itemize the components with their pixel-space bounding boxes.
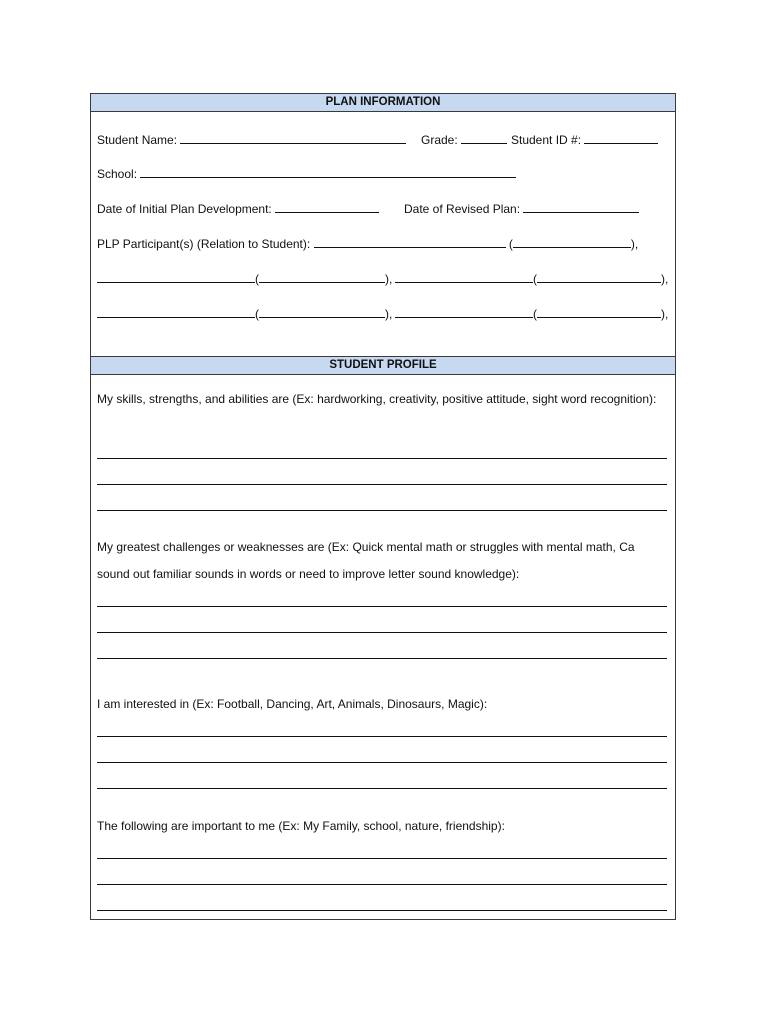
participant-name-field[interactable]: [97, 305, 255, 318]
plp-form: [90, 93, 676, 920]
revised-plan-date-field[interactable]: [523, 200, 639, 213]
participants-row-3: [97, 305, 669, 321]
paren-close: ),: [661, 307, 669, 321]
challenges-answer-line[interactable]: [97, 606, 667, 607]
plan-information-header: PLAN INFORMATION: [91, 94, 675, 112]
participant-relation-field[interactable]: [537, 305, 661, 318]
initial-plan-label: Date of Initial Plan Development:: [97, 202, 272, 216]
revised-plan-label: Date of Revised Plan:: [404, 202, 521, 216]
paren-close: ),: [630, 237, 639, 251]
skills-answer-line[interactable]: [97, 458, 667, 459]
interests-answer-line[interactable]: [97, 736, 667, 737]
paren-open: (: [255, 307, 259, 321]
participant-name-field[interactable]: [395, 270, 533, 283]
participants-row: [97, 235, 669, 251]
participant-relation-field[interactable]: [513, 235, 631, 248]
participant-relation-field[interactable]: [259, 270, 385, 283]
challenges-answer-line[interactable]: [97, 658, 667, 659]
school-field[interactable]: [140, 165, 516, 178]
grade-field[interactable]: [461, 131, 507, 144]
interests-prompt: I am interested in (Ex: Football, Dancing, Art, Animals, Dinosaurs, Magic):: [97, 697, 488, 711]
participant-name-field[interactable]: [97, 270, 255, 283]
student-id-label: Student ID #:: [511, 133, 582, 147]
initial-plan-date-field[interactable]: [275, 200, 379, 213]
grade-label: Grade:: [421, 133, 458, 147]
interests-answer-line[interactable]: [97, 788, 667, 789]
student-name-field[interactable]: [180, 131, 406, 144]
challenges-answer-line[interactable]: [97, 632, 667, 633]
school-label: School:: [97, 167, 138, 181]
important-answer-line[interactable]: [97, 884, 667, 885]
student-id-field[interactable]: [584, 131, 658, 144]
school-row: [97, 165, 669, 181]
skills-answer-line[interactable]: [97, 484, 667, 485]
paren-open: (: [508, 237, 513, 251]
participant-relation-field[interactable]: [537, 270, 661, 283]
skills-answer-line[interactable]: [97, 510, 667, 511]
participants-row-2: [97, 270, 669, 286]
important-answer-line[interactable]: [97, 910, 667, 911]
paren-close: ),: [385, 307, 393, 321]
student-profile-header: STUDENT PROFILE: [91, 356, 675, 375]
participant-relation-field[interactable]: [259, 305, 385, 318]
interests-answer-line[interactable]: [97, 762, 667, 763]
important-prompt: The following are important to me (Ex: My Family, school, nature, friendship):: [97, 819, 505, 833]
student-name-row: [97, 131, 669, 147]
participant-name-field[interactable]: [314, 235, 506, 248]
plan-dates-row: [97, 200, 669, 216]
skills-prompt: My skills, strengths, and abilities are (Ex: hardworking, creativity, positive attitude, sight word recognition):: [97, 392, 657, 406]
challenges-prompt: My greatest challenges or weaknesses are (Ex: Quick mental math or struggles with mental math, Ca sound out familiar sounds in words or need to improve letter sound knowledge):: [97, 540, 635, 581]
paren-open: (: [533, 272, 537, 286]
paren-close: ),: [661, 272, 669, 286]
participants-label: PLP Participant(s) (Relation to Student):: [97, 237, 311, 251]
important-answer-line[interactable]: [97, 858, 667, 859]
paren-close: ),: [385, 272, 393, 286]
paren-open: (: [533, 307, 537, 321]
student-name-label: Student Name:: [97, 133, 178, 147]
participant-name-field[interactable]: [395, 305, 533, 318]
paren-open: (: [255, 272, 259, 286]
